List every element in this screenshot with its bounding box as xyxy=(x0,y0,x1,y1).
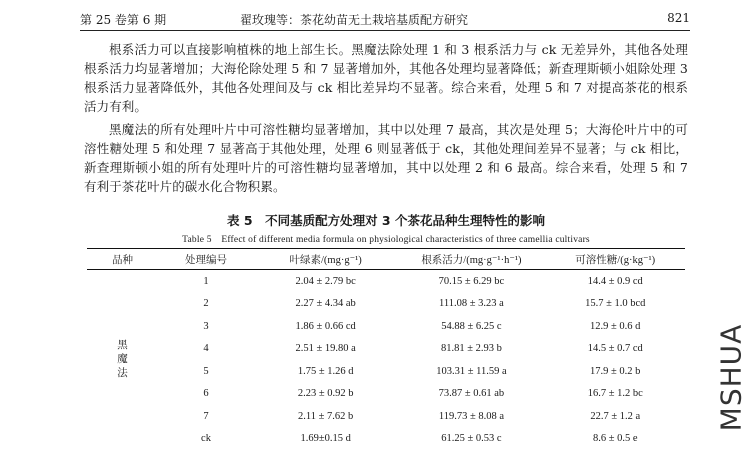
variety-cell xyxy=(87,270,158,450)
paragraph-root-activity: 根系活力可以直接影响植株的地上部生长。黑魔法除处理 1 和 3 根系活力与 ck 无差异外，其他各处理根系活力均显著增加；大海伦除处理 5 和 7 显著增加外，其他各处理均显著降低；新查理斯顿小姐除处理 3 根系活力显著降低外，其他各处理间及与 ck 相比差异均不显著。综合来看，处理 5 和 7 对提高茶花的根系活力有利。 xyxy=(84,40,688,116)
table-row xyxy=(87,405,685,428)
variety-name: 黑魔法 xyxy=(117,339,128,381)
table-row xyxy=(87,360,685,383)
table-row xyxy=(87,338,685,361)
cell-treatment: 1 xyxy=(158,270,254,293)
cell-chlorophyll: 1.75 ± 1.26 d xyxy=(254,360,397,383)
header-treatment: 处理编号 xyxy=(158,249,254,270)
table-caption-english: Table 5 Effect of different media formula on physiological characteristics of three camellia cultivars xyxy=(84,231,688,245)
paragraph-soluble-sugar: 黑魔法的所有处理叶片中可溶性糖均显著增加，其中以处理 7 最高，其次是处理 5；大海伦叶片中的可溶性糖处理 5 和处理 7 显著高于其他处理，处理 6 则显著低于 ck，其他处理间差异不显著；与 ck 相比，新查理斯顿小姐的所有处理叶片的可溶性糖均显著增加，其中以处理 2 和 6 最高。综合来看，处理 5 和 7 有利于茶花叶片的碳水化合物积累。 xyxy=(84,120,688,196)
cell-chlorophyll: 2.27 ± 4.34 ab xyxy=(254,293,397,316)
header-variety: 品种 xyxy=(87,249,158,270)
header-chlorophyll: 叶绿素/(mg·g⁻¹) xyxy=(254,249,397,270)
cell-root-activity: 61.25 ± 0.53 c xyxy=(397,428,545,450)
cell-soluble-sugar: 15.7 ± 1.0 bcd xyxy=(545,293,685,316)
cell-root-activity: 54.88 ± 6.25 c xyxy=(397,315,545,338)
cell-treatment: 3 xyxy=(158,315,254,338)
table-caption-chinese: 表 5 不同基质配方处理对 3 个茶花品种生理特性的影响 xyxy=(84,211,688,229)
cell-root-activity: 70.15 ± 6.29 bc xyxy=(397,270,545,293)
cell-root-activity: 81.81 ± 2.93 b xyxy=(397,338,545,361)
cell-treatment: 2 xyxy=(158,293,254,316)
cell-soluble-sugar: 12.9 ± 0.6 d xyxy=(545,315,685,338)
cell-treatment: 4 xyxy=(158,338,254,361)
header-root-activity: 根系活力/(mg·g⁻¹·h⁻¹) xyxy=(397,249,545,270)
table-row xyxy=(87,428,685,450)
header-soluble-sugar: 可溶性糖/(g·kg⁻¹) xyxy=(545,249,685,270)
cell-root-activity: 111.08 ± 3.23 a xyxy=(397,293,545,316)
header-page-number: 821 xyxy=(667,11,690,25)
cell-treatment: 7 xyxy=(158,405,254,428)
cell-chlorophyll: 2.04 ± 2.79 bc xyxy=(254,270,397,293)
cell-soluble-sugar: 22.7 ± 1.2 a xyxy=(545,405,685,428)
cell-root-activity: 103.31 ± 11.59 a xyxy=(397,360,545,383)
cell-treatment: ck xyxy=(158,428,254,450)
cell-chlorophyll: 1.69±0.15 d xyxy=(254,428,397,450)
cell-soluble-sugar: 16.7 ± 1.2 bc xyxy=(545,383,685,406)
table-row xyxy=(87,383,685,406)
table-row xyxy=(87,270,685,293)
cell-treatment: 5 xyxy=(158,360,254,383)
table-row xyxy=(87,293,685,316)
running-header xyxy=(80,6,690,31)
header-issue: 第 25 卷第 6 期 xyxy=(80,11,166,28)
cell-root-activity: 73.87 ± 0.61 ab xyxy=(397,383,545,406)
cell-soluble-sugar: 8.6 ± 0.5 e xyxy=(545,428,685,450)
cell-chlorophyll: 2.51 ± 19.80 a xyxy=(254,338,397,361)
cell-soluble-sugar: 17.9 ± 0.2 b xyxy=(545,360,685,383)
cell-chlorophyll: 1.86 ± 0.66 cd xyxy=(254,315,397,338)
cell-root-activity: 119.73 ± 8.08 a xyxy=(397,405,545,428)
cell-chlorophyll: 2.23 ± 0.92 b xyxy=(254,383,397,406)
header-running-title: 翟玫瑰等：茶花幼苗无土栽培基质配方研究 xyxy=(240,11,468,28)
physiology-table xyxy=(87,248,685,450)
watermark xyxy=(711,325,751,430)
cell-chlorophyll: 2.11 ± 7.62 b xyxy=(254,405,397,428)
table-row xyxy=(87,315,685,338)
cell-soluble-sugar: 14.4 ± 0.9 cd xyxy=(545,270,685,293)
cell-soluble-sugar: 14.5 ± 0.7 cd xyxy=(545,338,685,361)
cell-treatment: 6 xyxy=(158,383,254,406)
watermark-text: MSHUA xyxy=(715,324,748,432)
table-header-row xyxy=(87,249,685,270)
